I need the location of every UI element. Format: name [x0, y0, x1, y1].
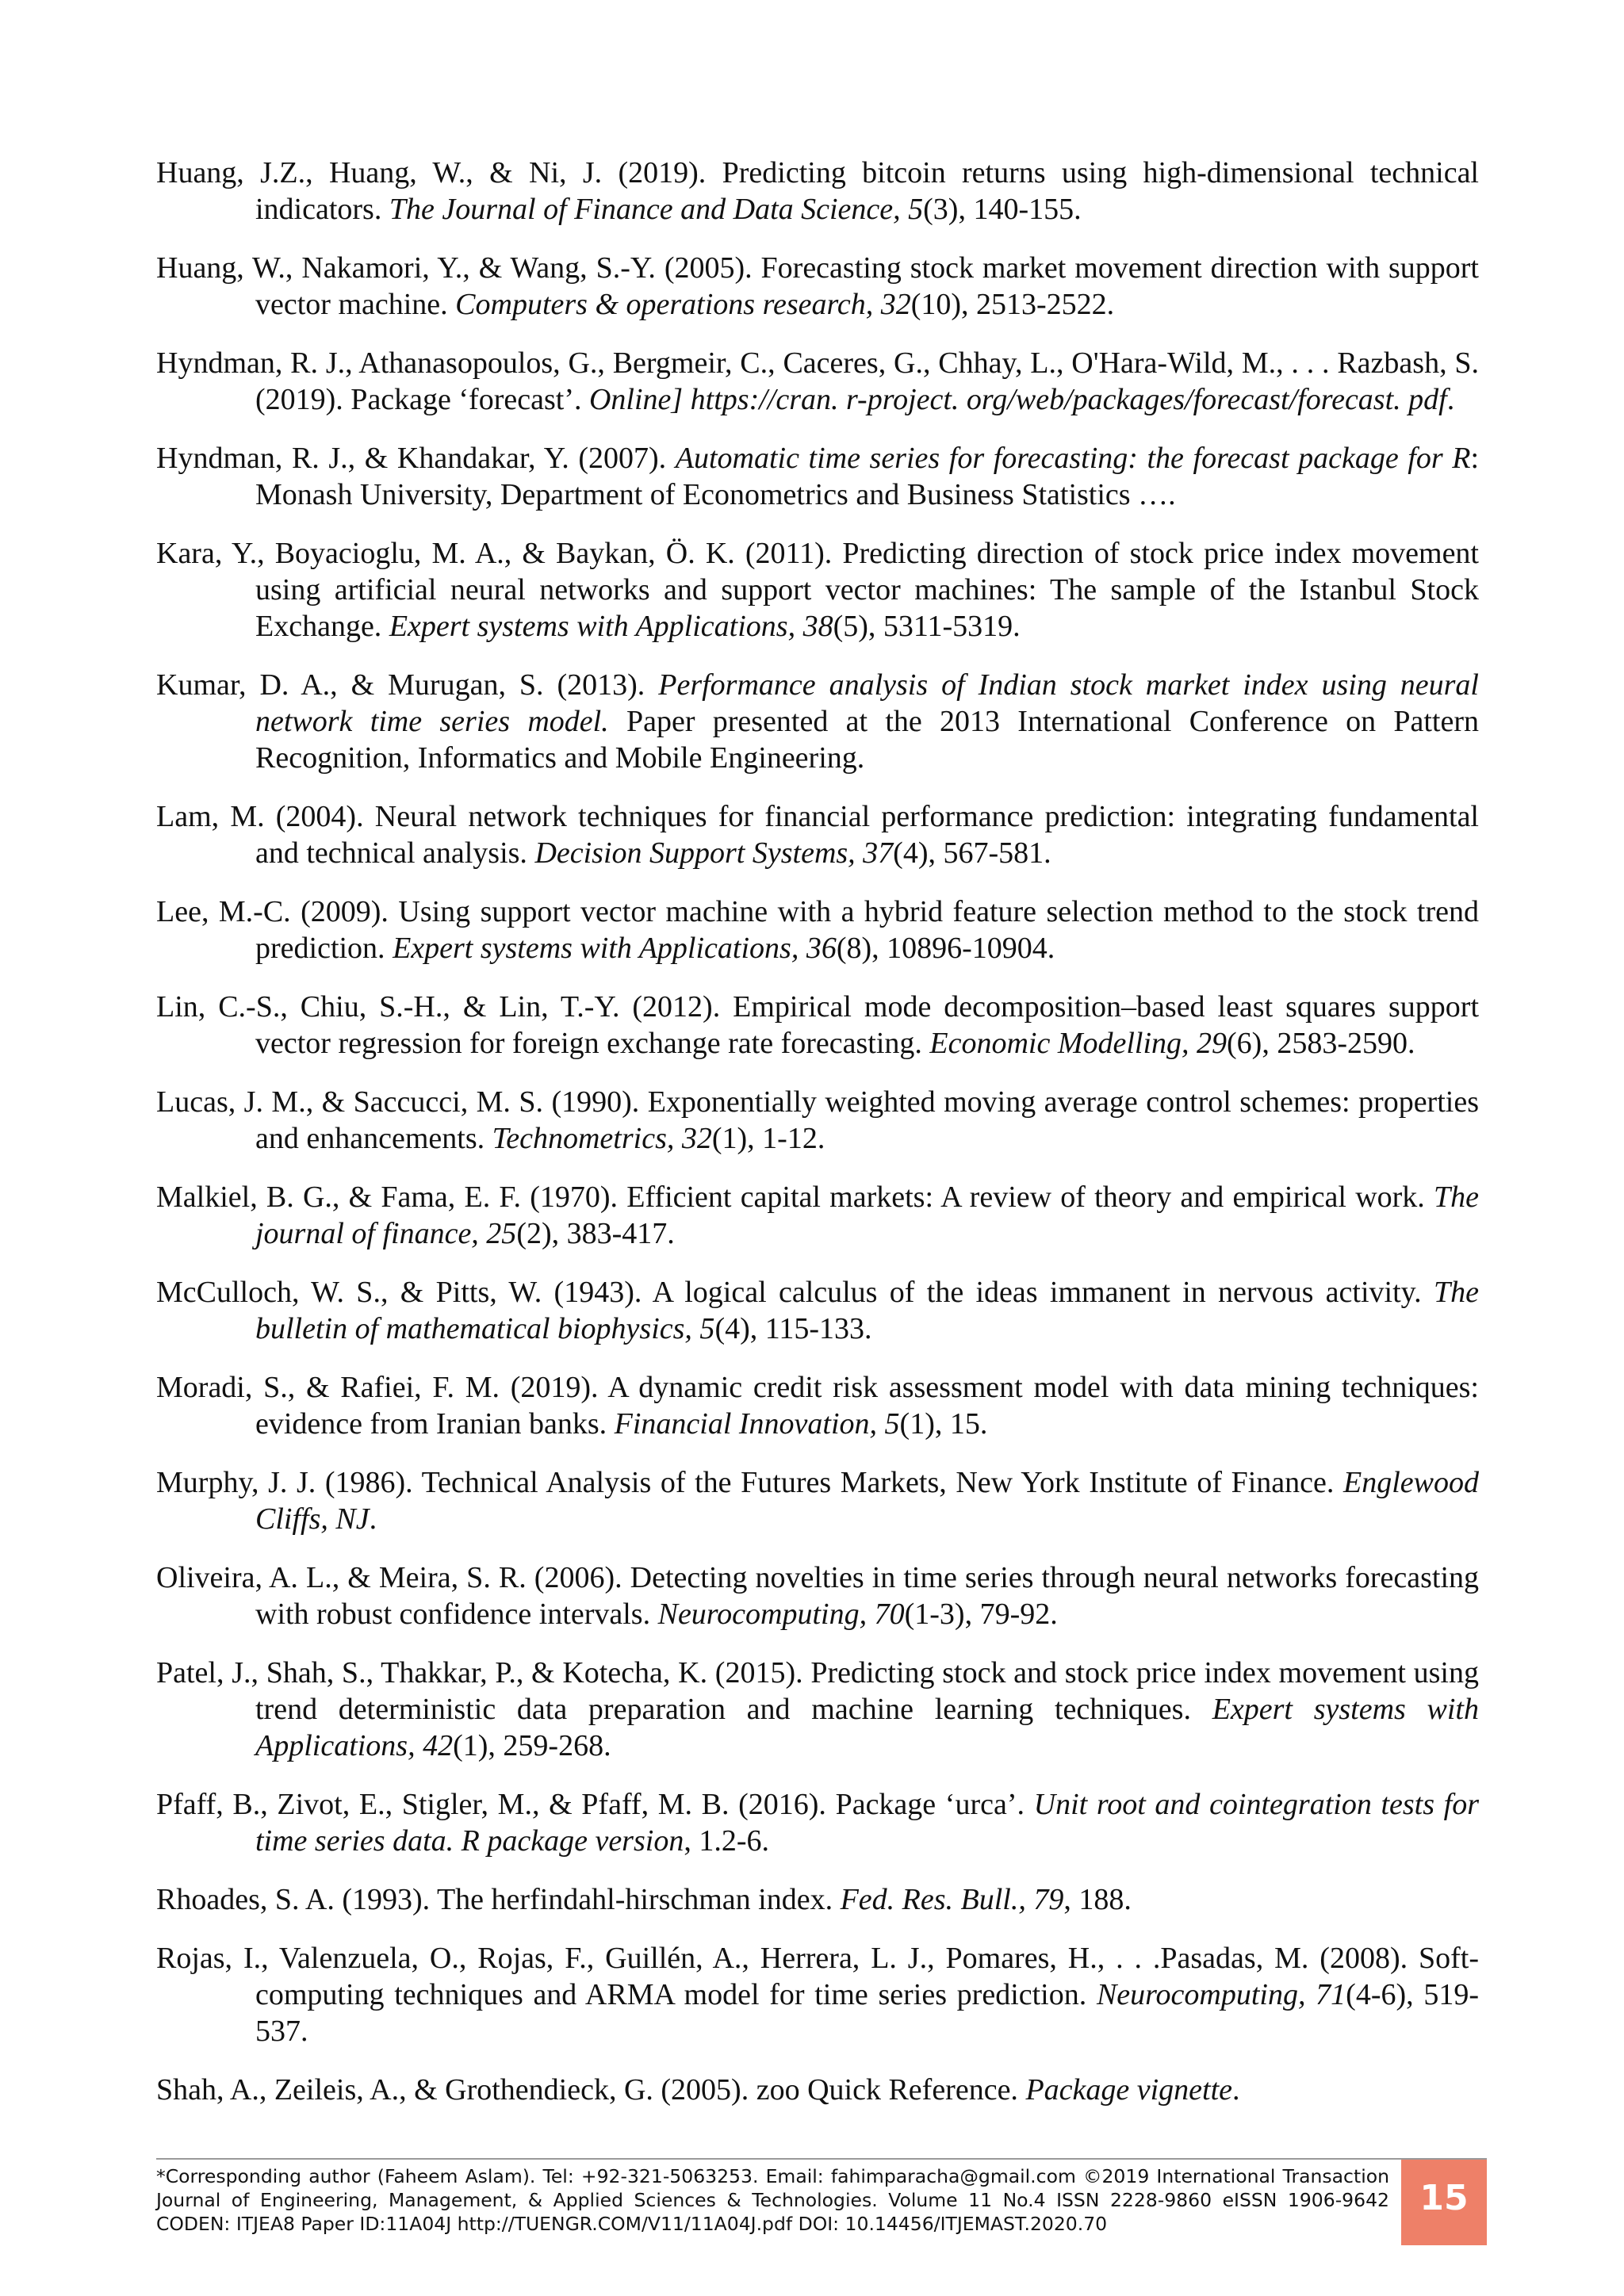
reference-text: Huang, W., Nakamori, Y., & Wang, S.-Y. (2005). Forecasting stock market movement direction with support vector machine.: [156, 251, 1479, 321]
reference-entry: [156, 250, 1479, 323]
reference-text: Paper presented at the 2013 International Conference on Pattern Recognition, Informatics and Mobile Engineering.: [255, 705, 1479, 775]
reference-text: Oliveira, A. L., & Meira, S. R. (2006). Detecting novelties in time series through neural networks forecasting with robust confidence intervals.: [156, 1561, 1479, 1631]
reference-entry: [156, 345, 1479, 418]
reference-source: Expert systems with Applications, 42: [255, 1693, 1479, 1762]
reference-entry: [156, 1179, 1479, 1252]
reference-text: (3), 140-155.: [923, 193, 1082, 226]
reference-text: Kara, Y., Boyacioglu, M. A., & Baykan, Ö. K. (2011). Predicting direction of stock price index movement using artificial neural networks and support vector machines: The sample of the Istanbul Stock Exchange.: [156, 537, 1479, 643]
reference-text: (4), 115-133.: [714, 1312, 872, 1345]
reference-text: .: [1446, 383, 1455, 416]
reference-text: McCulloch, W. S., & Pitts, W. (1943). A logical calculus of the ideas immanent in nervous activity.: [156, 1276, 1434, 1309]
reference-entry: [156, 1369, 1479, 1442]
reference-source: Computers & operations research, 32: [455, 288, 911, 321]
reference-source: Neurocomputing, 71: [1096, 1978, 1346, 2011]
reference-text: Lucas, J. M., & Saccucci, M. S. (1990). Exponentially weighted moving average control schemes: properties and enhancements.: [156, 1085, 1479, 1155]
reference-text: .: [369, 1502, 377, 1536]
reference-entry: [156, 1940, 1479, 2049]
reference-text: (8), 10896-10904.: [836, 932, 1055, 965]
reference-text: .: [1232, 2073, 1240, 2107]
footer-citation: *Corresponding author (Faheem Aslam). Tel: +92-321-5063253. Email: fahimparacha@gmail.com ©2019 International Transaction Journal of Engineering, Management, & Applied Sciences & Technologies. Volume 11 No.4 ISSN 2228-9860 eISSN 1906-9642 CODEN: ITJEA8 Paper ID:11A04J http://TUENGR.COM/V11/11A04J.pdf DOI: 10.14456/ITJEMAST.2020.70: [156, 2165, 1389, 2235]
reference-source: Online] https://cran. r-project. org/web/packages/forecast/forecast. pdf: [588, 383, 1447, 416]
reference-source: Neurocomputing, 70: [657, 1598, 905, 1631]
reference-text: Rojas, I., Valenzuela, O., Rojas, F., Guillén, A., Herrera, L. J., Pomares, H., . . .Pasadas, M. (2008). Soft-computing techniques and ARMA model for time series prediction.: [156, 1942, 1479, 2011]
reference-source: Englewood Cliffs, NJ: [255, 1466, 1479, 1536]
reference-source: The Journal of Finance and Data Science, 5: [389, 193, 924, 226]
reference-entry: [156, 535, 1479, 645]
reference-text: (1), 1-12.: [711, 1122, 825, 1155]
reference-source: Fed. Res. Bull., 79: [840, 1883, 1064, 1916]
reference-source: The bulletin of mathematical biophysics, 5: [255, 1276, 1479, 1345]
reference-text: Pfaff, B., Zivot, E., Stigler, M., & Pfaff, M. B. (2016). Package ‘urca’.: [156, 1788, 1034, 1821]
footer-divider: [156, 2158, 1487, 2160]
reference-source: Expert systems with Applications, 38: [389, 610, 833, 643]
reference-text: Hyndman, R. J., & Khandakar, Y. (2007).: [156, 442, 676, 475]
reference-entry: [156, 1655, 1479, 1764]
reference-text: Hyndman, R. J., Athanasopoulos, G., Bergmeir, C., Caceres, G., Chhay, L., O'Hara-Wild, M., . . . Razbash, S. (2019). Package ‘forecast’.: [156, 346, 1479, 416]
reference-source: Technometrics, 32: [492, 1122, 712, 1155]
reference-text: (2), 383-417.: [516, 1217, 675, 1250]
reference-source: Automatic time series for forecasting: the forecast package for R: [675, 442, 1471, 475]
reference-text: (4-6), 519-537.: [255, 1978, 1479, 2048]
reference-text: (6), 2583-2590.: [1227, 1027, 1415, 1060]
reference-text: Kumar, D. A., & Murugan, S. (2013).: [156, 668, 659, 702]
reference-entry: [156, 989, 1479, 1062]
page-footer: [156, 2158, 1488, 2250]
reference-entry: [156, 155, 1479, 228]
reference-text: Lam, M. (2004). Neural network techniques for financial performance prediction: integrating fundamental and technical analysis.: [156, 800, 1479, 870]
reference-text: Rhoades, S. A. (1993). The herfindahl-hirschman index.: [156, 1883, 841, 1916]
reference-entry: [156, 1084, 1479, 1157]
reference-list: [156, 155, 1479, 2130]
reference-text: Murphy, J. J. (1986). Technical Analysis of the Futures Markets, New York Institute of Finance.: [156, 1466, 1344, 1499]
page-number: 15: [1419, 2178, 1469, 2218]
reference-text: (1), 259-268.: [453, 1729, 611, 1762]
reference-entry: [156, 1881, 1479, 1918]
reference-entry: [156, 1464, 1479, 1537]
reference-text: Malkiel, B. G., & Fama, E. F. (1970). Efficient capital markets: A review of theory and empirical work.: [156, 1181, 1434, 1214]
reference-entry: [156, 2072, 1479, 2108]
reference-text: , 188.: [1063, 1883, 1132, 1916]
reference-text: Patel, J., Shah, S., Thakkar, P., & Kotecha, K. (2015). Predicting stock and stock price index movement using trend deterministic data preparation and machine learning techniques.: [156, 1656, 1479, 1726]
reference-entry: [156, 894, 1479, 966]
reference-text: (4), 567-581.: [893, 836, 1051, 870]
reference-text: Lin, C.-S., Chiu, S.-H., & Lin, T.-Y. (2012). Empirical mode decomposition–based least squares support vector regression for foreign exchange rate forecasting.: [156, 990, 1479, 1060]
reference-text: , 1.2-6.: [684, 1824, 769, 1858]
reference-entry: [156, 1786, 1479, 1859]
reference-text: Huang, J.Z., Huang, W., & Ni, J. (2019). Predicting bitcoin returns using high-dimensional technical indicators.: [156, 156, 1479, 226]
reference-entry: [156, 667, 1479, 776]
reference-source: Package vignette: [1025, 2073, 1233, 2107]
reference-entry: [156, 440, 1479, 513]
reference-source: Financial Innovation, 5: [614, 1407, 900, 1441]
reference-source: Expert systems with Applications, 36: [393, 932, 837, 965]
reference-entry: [156, 1274, 1479, 1347]
reference-text: (5), 5311-5319.: [833, 610, 1021, 643]
reference-text: (10), 2513-2522.: [910, 288, 1115, 321]
reference-text: Shah, A., Zeileis, A., & Grothendieck, G. (2005). zoo Quick Reference.: [156, 2073, 1026, 2107]
reference-entry: [156, 1559, 1479, 1632]
reference-source: Performance analysis of Indian stock market index using neural network time series model.: [255, 668, 1479, 738]
reference-text: Lee, M.-C. (2009). Using support vector machine with a hybrid feature selection method to the stock trend prediction.: [156, 895, 1479, 965]
reference-text: (1), 15.: [899, 1407, 988, 1441]
reference-source: The journal of finance, 25: [255, 1181, 1479, 1250]
reference-text: (1-3), 79-92.: [904, 1598, 1058, 1631]
reference-source: Unit root and cointegration tests for time series data. R package version: [255, 1788, 1480, 1858]
page-number-badge: [1401, 2160, 1487, 2245]
reference-source: Decision Support Systems, 37: [534, 836, 894, 870]
reference-source: Economic Modelling, 29: [929, 1027, 1228, 1060]
reference-entry: [156, 798, 1479, 871]
reference-text: : Monash University, Department of Econometrics and Business Statistics ….: [255, 442, 1479, 511]
reference-text: Moradi, S., & Rafiei, F. M. (2019). A dynamic credit risk assessment model with data mining techniques: evidence from Iranian banks.: [156, 1371, 1479, 1441]
